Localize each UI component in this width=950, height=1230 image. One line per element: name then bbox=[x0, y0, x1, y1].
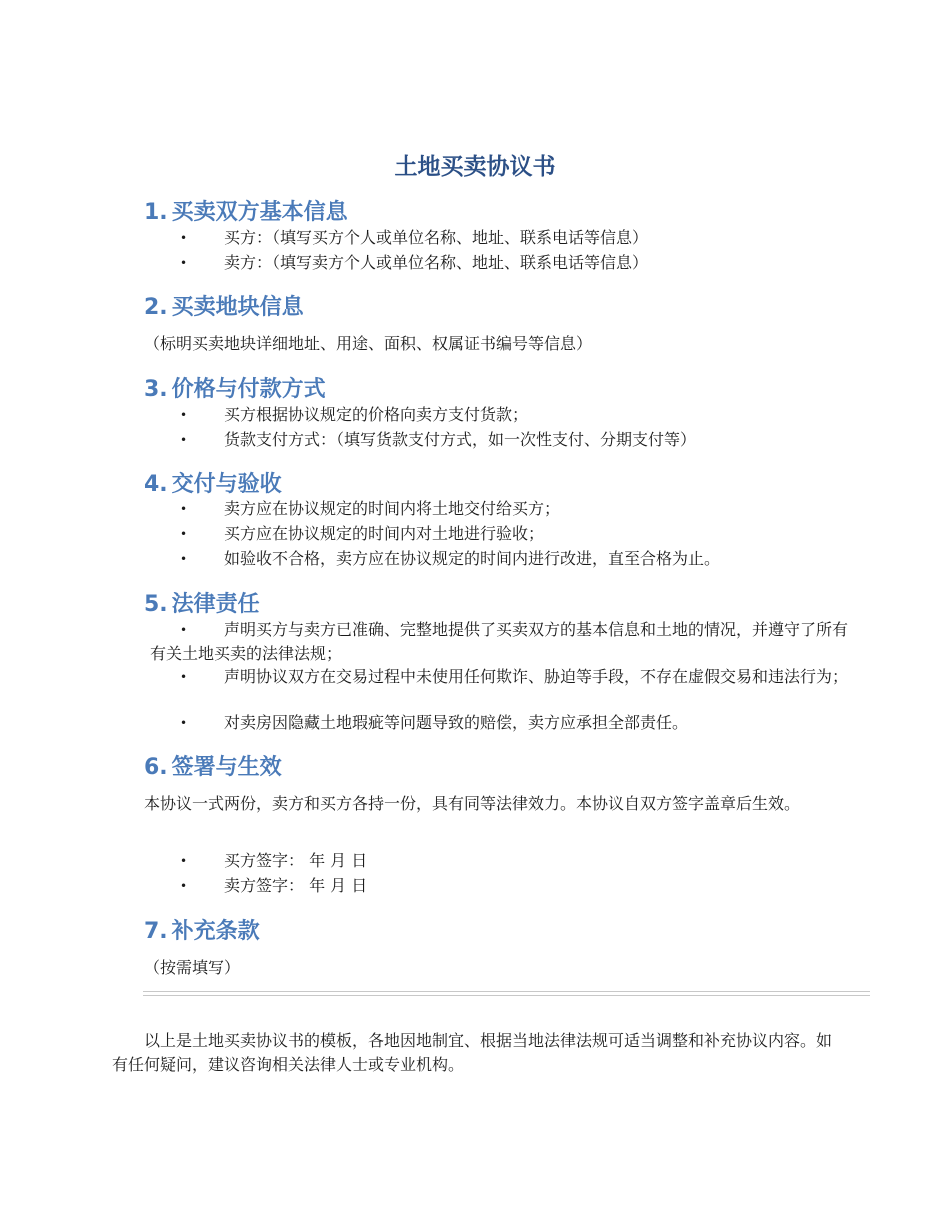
section-title: 法律责任 bbox=[171, 592, 260, 617]
bullet-icon: • bbox=[180, 854, 188, 868]
section-2-heading bbox=[144, 290, 304, 321]
section-number: 1. bbox=[144, 200, 168, 225]
section-text: （按需填写） bbox=[144, 958, 241, 977]
list-item-text: 如验收不合格，卖方应在协议规定的时间内进行改进，直至合格为止。 bbox=[224, 549, 721, 568]
list-item-text: 买方：（填写买方个人或单位名称、地址、联系电话等信息） bbox=[224, 228, 649, 247]
section-number: 3. bbox=[144, 377, 168, 402]
section-text: 本协议一式两份，卖方和买方各持一份，具有同等法律效力。本协议自双方签字盖章后生效。 bbox=[144, 794, 801, 813]
list-item-text: 卖方签字： 年 月 日 bbox=[224, 876, 368, 895]
document-title: 土地买卖协议书 bbox=[394, 154, 556, 180]
list-item bbox=[180, 547, 720, 571]
section-4-heading bbox=[144, 467, 282, 498]
section-title: 交付与验收 bbox=[171, 472, 282, 497]
section-title: 价格与付款方式 bbox=[171, 377, 326, 402]
section-number: 4. bbox=[144, 472, 168, 497]
section-title: 买卖地块信息 bbox=[171, 295, 304, 320]
list-item-text: 对卖房因隐藏土地瑕疵等问题导致的赔偿，卖方应承担全部责任。 bbox=[224, 713, 689, 732]
section-number: 5. bbox=[144, 592, 168, 617]
bullet-icon: • bbox=[180, 879, 188, 893]
section-7-heading bbox=[144, 914, 260, 945]
list-item bbox=[180, 522, 544, 546]
section-5-heading bbox=[144, 587, 260, 618]
section-number: 6. bbox=[144, 755, 168, 780]
bullet-icon: • bbox=[180, 231, 188, 245]
section-3-heading bbox=[144, 372, 326, 403]
list-item bbox=[180, 711, 688, 735]
section-title: 买卖双方基本信息 bbox=[171, 200, 348, 225]
list-item bbox=[180, 403, 528, 427]
bullet-icon: • bbox=[180, 527, 188, 541]
section-title: 补充条款 bbox=[171, 919, 260, 944]
section-title: 签署与生效 bbox=[171, 755, 282, 780]
list-item bbox=[180, 428, 696, 452]
bullet-icon: • bbox=[180, 256, 188, 270]
list-item bbox=[150, 665, 850, 689]
bullet-icon: • bbox=[180, 502, 188, 516]
list-item bbox=[180, 226, 648, 250]
section-text: （标明买卖地块详细地址、用途、面积、权属证书编号等信息） bbox=[144, 334, 593, 353]
list-item-text: 声明协议双方在交易过程中未使用任何欺诈、胁迫等手段，不存在虚假交易和违法行为； bbox=[224, 667, 849, 686]
footer-paragraph: 以上是土地买卖协议书的模板，各地因地制宜、根据当地法律法规可适当调整和补充协议内容。如有任何疑问，建议咨询相关法律人士或专业机构。 bbox=[112, 1031, 833, 1074]
bullet-icon: • bbox=[180, 408, 188, 422]
bullet-icon: • bbox=[180, 433, 188, 447]
list-item-text: 卖方应在协议规定的时间内将土地交付给买方； bbox=[224, 499, 561, 518]
section-number: 2. bbox=[144, 295, 168, 320]
list-item bbox=[180, 251, 648, 275]
bullet-icon: • bbox=[180, 716, 188, 730]
list-item-text: 卖方：（填写卖方个人或单位名称、地址、联系电话等信息） bbox=[224, 253, 649, 272]
list-item-text: 买方签字： 年 月 日 bbox=[224, 851, 368, 870]
horizontal-divider bbox=[143, 991, 870, 996]
list-item-text: 买方根据协议规定的价格向卖方支付货款； bbox=[224, 405, 529, 424]
list-item bbox=[150, 618, 850, 666]
list-item bbox=[180, 874, 367, 898]
list-item bbox=[180, 849, 367, 873]
section-1-heading bbox=[144, 195, 348, 226]
bullet-icon: • bbox=[180, 670, 188, 684]
list-item-text: 买方应在协议规定的时间内对土地进行验收； bbox=[224, 524, 545, 543]
list-item-text: 货款支付方式：（填写货款支付方式，如一次性支付、分期支付等） bbox=[224, 430, 697, 449]
list-item bbox=[180, 497, 560, 521]
section-6-heading bbox=[144, 750, 282, 781]
bullet-icon: • bbox=[180, 623, 188, 637]
bullet-icon: • bbox=[180, 552, 188, 566]
section-number: 7. bbox=[144, 919, 168, 944]
list-item-text: 声明买方与卖方已准确、完整地提供了买卖双方的基本信息和土地的情况，并遵守了所有有关土地买卖的法律法规； bbox=[150, 620, 849, 663]
